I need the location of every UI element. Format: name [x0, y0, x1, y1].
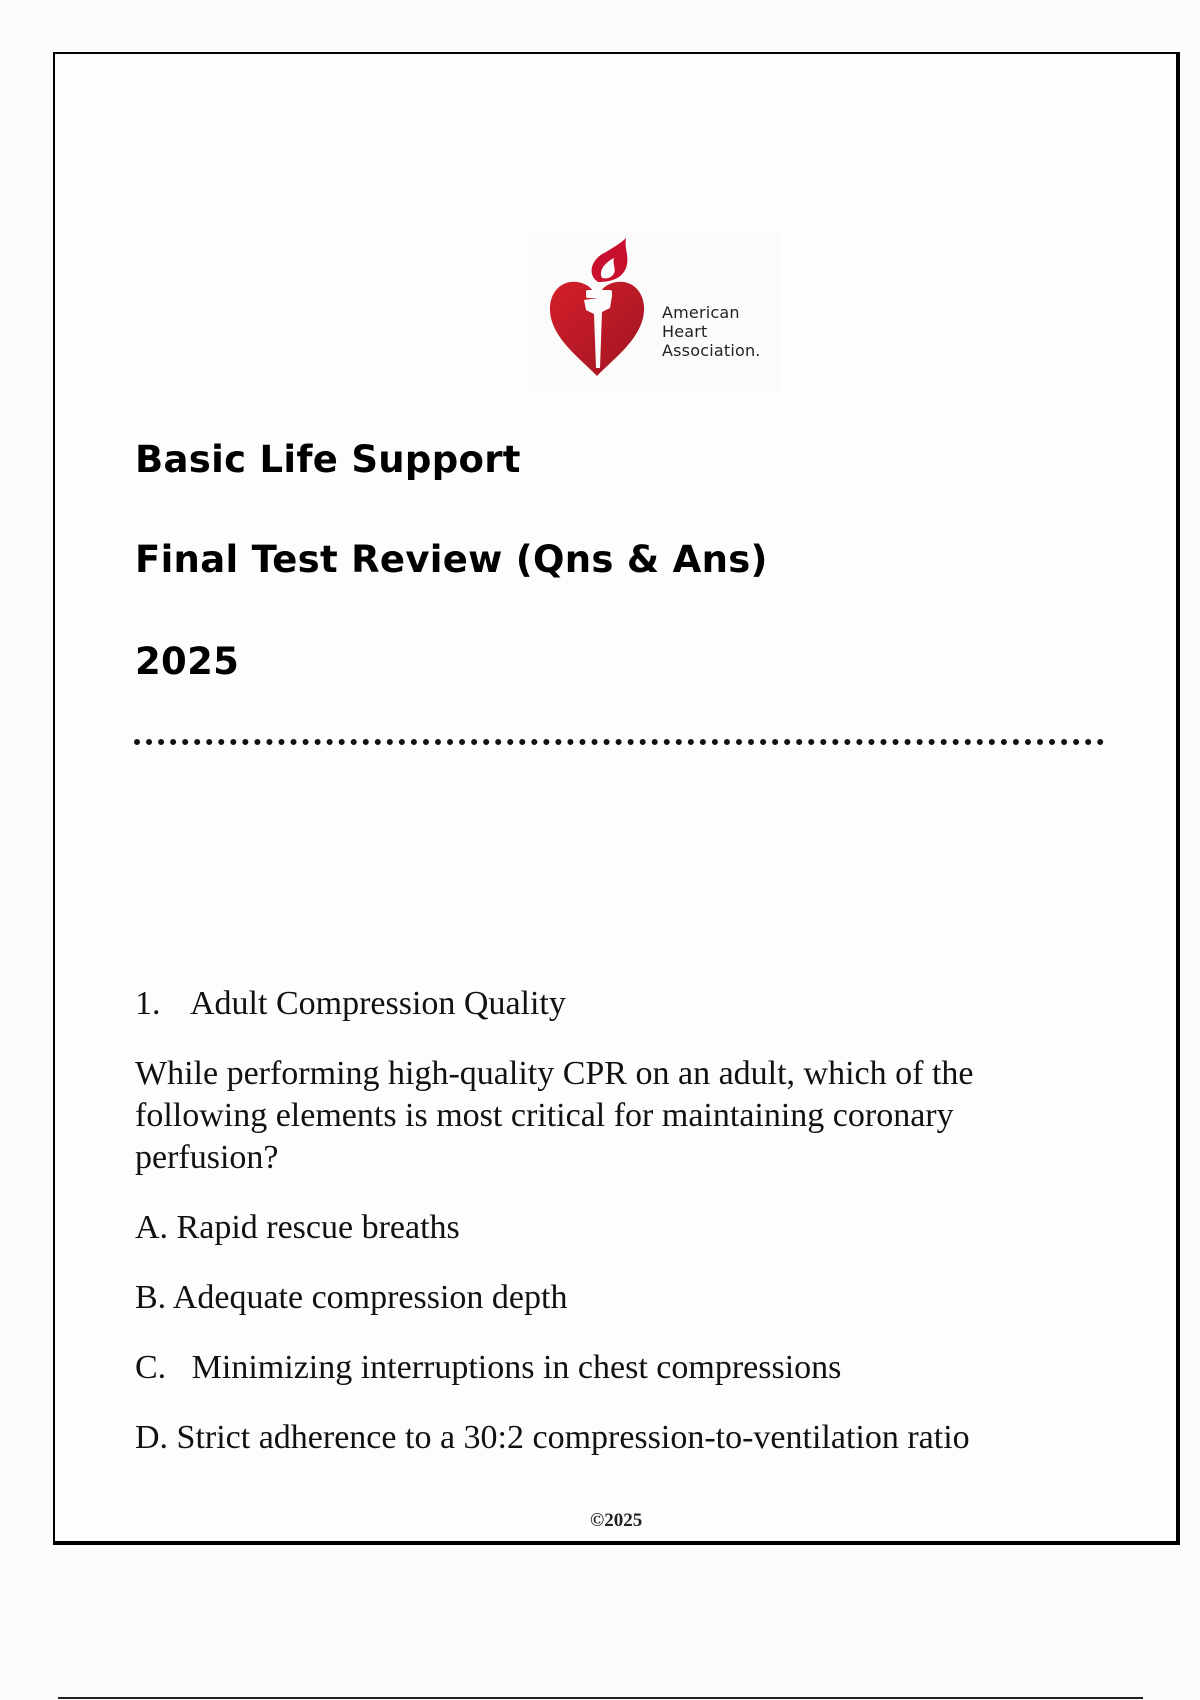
- question-stem: While performing high-quality CPR on an adult, which of the following elements is most critical for maintaining coronary perfusion?: [135, 1055, 974, 1176]
- footer-copyright: ©2025: [590, 1510, 643, 1531]
- answer-option-d: D. Strict adherence to a 30:2 compression-to-ventilation ratio: [135, 1419, 970, 1456]
- aha-logo: [530, 232, 780, 392]
- heart-torch-icon: [540, 238, 660, 388]
- question-heading: [135, 983, 566, 1025]
- question-heading-text: Adult Compression Quality: [190, 985, 566, 1022]
- dotted-divider: [134, 739, 1104, 745]
- next-page-edge: [58, 1697, 1143, 1699]
- answer-option-c: C. Minimizing interruptions in chest compressions: [135, 1349, 842, 1386]
- logo-line-american: American: [662, 303, 740, 322]
- document-title: Basic Life Support: [135, 438, 521, 481]
- document-year: 2025: [135, 640, 240, 683]
- answer-option-a: A. Rapid rescue breaths: [135, 1209, 460, 1246]
- answer-option-b: B. Adequate compression depth: [135, 1279, 568, 1316]
- document-subtitle: Final Test Review (Qns & Ans): [135, 538, 768, 581]
- question-number: 1.: [135, 985, 161, 1022]
- logo-line-association: Association.: [662, 341, 761, 360]
- logo-wordmark: [662, 303, 761, 360]
- logo-line-heart: Heart: [662, 322, 708, 341]
